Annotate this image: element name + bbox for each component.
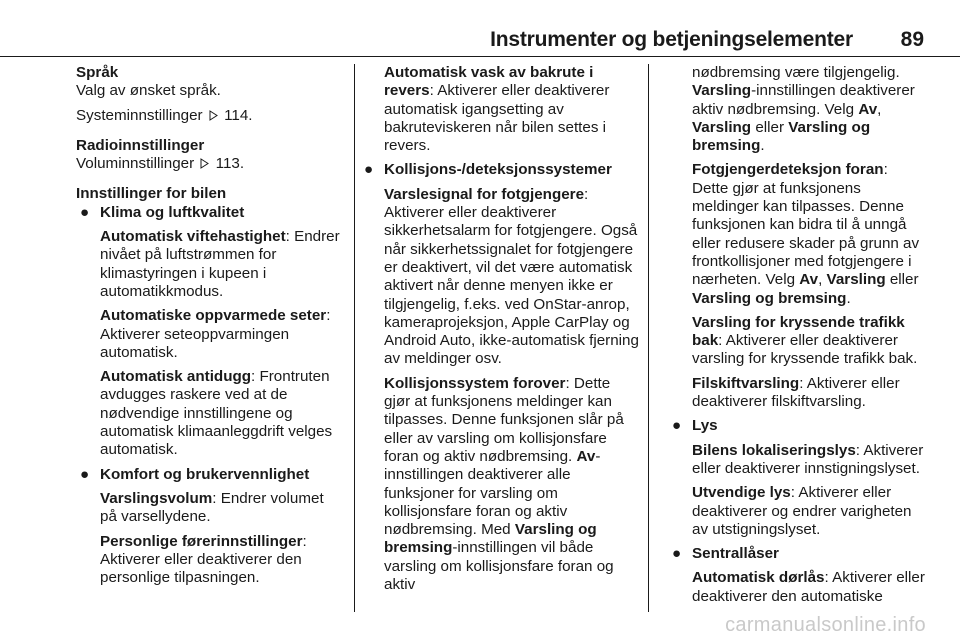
bullet-climate: ● Klima og luftkvalitet — [80, 203, 245, 221]
bullet-icon: ● — [80, 203, 90, 221]
page-reference-icon — [209, 110, 218, 121]
bullet-icon: ● — [80, 465, 90, 483]
bullet-icon: ● — [672, 545, 682, 563]
bullet-icon: ● — [364, 161, 374, 179]
entry-auto-door-lock: Automatisk dørlås: Aktiverer eller deaktiverer den automatiske — [692, 569, 925, 605]
entry-auto-fan: Automatisk viftehastighet: Endrer nivået på luftstrømmen for klimastyringen i kupeen i automatikkmodus. — [100, 228, 340, 300]
page-title: Instrumenter og betjeningselementer — [490, 28, 853, 51]
entry-pedestrian-alert: Varslesignal for fotgjengere: Aktiverer eller deaktiverer sikkerhetsalarm for fotgjengere. Også når sikkerhetssignalet for fotgjengere er deaktivert, vil det være automatisk aktivert når denne menyen ikke er tilgjengelig, f.eks. ved OnStar-anrop, kameraprojeksjon, Apple CarPlay og Android Auto, ikke-automatisk fjerning av meldinger osv. — [384, 185, 639, 368]
bullet-comfort: ● Komfort og brukervennlighet — [80, 465, 310, 483]
entry-forward-collision-cont: nødbremsing være tilgjengelig. Varsling-innstillingen deaktiverer aktiv nødbremsing. Velg Av, Varsling eller Varsling og bremsing. — [692, 64, 915, 155]
column-1 — [76, 64, 344, 587]
page-header — [0, 0, 960, 56]
entry-personal-settings: Personlige førerinnstillinger: Aktiverer eller deaktiverer den personlige tilpasningen. — [100, 532, 307, 587]
watermark: carmanualsonline.info — [725, 614, 926, 636]
entry-exterior-lights: Utvendige lys: Aktiverer eller deaktiverer og endrer varigheten av utstigningslyset. — [692, 484, 912, 538]
entry-forward-collision: Kollisjonssystem forover: Dette gjør at funksjonens meldinger kan tilpasses. Denne funksjonen slår på eller av varsling om kollisjonsfare foran og aktiv nødbremsing. Av-innstillingen deaktiverer alle funksjoner for varsling om kollisjonsfare foran og aktiv nødbremsing. Med Varsling og bremsing-innstillingen vil både varsling om kollisjonsfare foran og aktiv — [384, 374, 624, 594]
page-reference-icon — [200, 158, 209, 169]
entry-vehicle-locator-lights: Bilens lokaliseringslys: Aktiverer eller deaktiverer innstigningslyset. — [692, 441, 924, 477]
section-heading-language: Språk — [76, 64, 119, 81]
entry-alert-volume: Varslingsvolum: Endrer volumet på varsellydene. — [100, 489, 324, 526]
system-settings-ref: Systeminnstillinger 114. — [76, 106, 253, 124]
column-2 — [364, 64, 639, 594]
column-divider-left — [354, 64, 355, 612]
entry-lane-change-alert: Filskiftvarsling: Aktiverer eller deaktiverer filskiftvarsling. — [692, 374, 900, 411]
entry-auto-heated-seats: Automatiske oppvarmede seter: Aktiverer seteoppvarmingen automatisk. — [100, 307, 331, 361]
volume-settings-ref: Voluminnstillinger 113. — [76, 155, 245, 173]
bullet-lights: ● Lys — [672, 417, 718, 435]
page-number: 89 — [900, 28, 924, 51]
bullet-icon: ● — [672, 417, 682, 435]
entry-rear-wiper: Automatisk vask av bakrute i revers: Aktiverer eller deaktiverer automatisk igangsetting av bakruteviskeren når bilen settes i revers. — [384, 64, 610, 155]
column-divider-right — [648, 64, 649, 612]
entry-auto-defog: Automatisk antidugg: Frontruten avdugges raskere ved at de nødvendige innstillingene og automatisk klimaanleggdrift velges automatisk. — [100, 368, 333, 459]
section-heading-car-settings: Innstillinger for bilen — [76, 185, 227, 203]
bullet-collision: ● Kollisjons-/deteksjonssystemer — [364, 161, 612, 179]
bullet-central-locking: ● Sentrallåser — [672, 545, 779, 563]
header-rule — [0, 56, 960, 57]
entry-rear-cross-traffic: Varsling for kryssende trafikk bak: Aktiverer eller deaktiverer varsling for kryssende trafikk bak. — [692, 313, 918, 368]
column-3 — [672, 64, 928, 606]
language-text: Valg av ønsket språk. — [76, 82, 221, 100]
section-heading-radio: Radioinnstillinger — [76, 136, 205, 154]
entry-pedestrian-detection: Fotgjengerdeteksjon foran: Dette gjør at funksjonens meldinger kan tilpasses. Denne funksjonen kan bidra til å unngå eller redusere skader på grunn av frontkollisjoner med fotgjengere i nærheten. Velg Av, Varsling eller Varsling og bremsing. — [692, 161, 920, 307]
